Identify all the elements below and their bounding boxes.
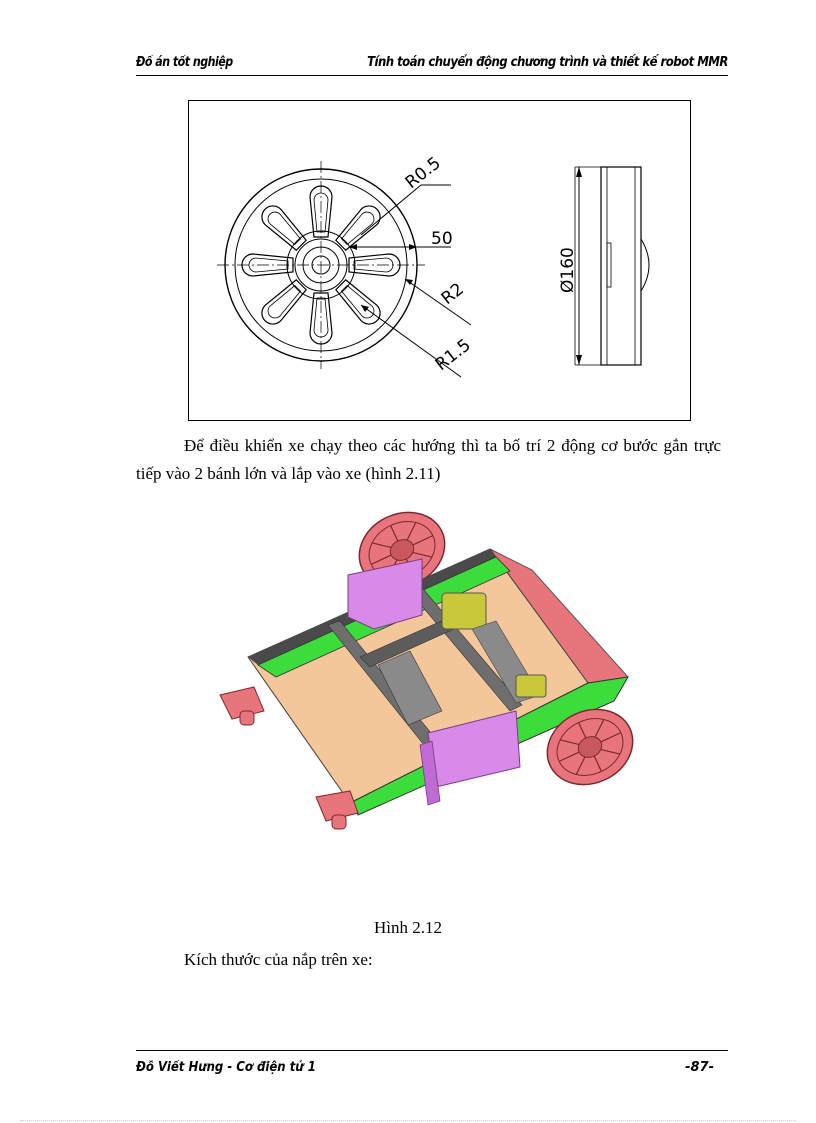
page-footer (136, 1050, 728, 1081)
robot-chassis-3d-figure (210, 505, 640, 835)
dim-r05: R0.5 (401, 153, 445, 193)
wheel-front-view (217, 161, 471, 377)
figure-caption: Hình 2.12 (374, 918, 442, 937)
bottom-divider (20, 1120, 796, 1121)
page-header (136, 49, 728, 76)
dim-d160: Ø160 (558, 247, 578, 293)
footer-author: Đỗ Viết Hưng - Cơ điện tử 1 (136, 1060, 316, 1075)
dim-r15: R1.5 (431, 335, 475, 375)
caster-wheel-left (220, 687, 264, 725)
dim-50: 50 (431, 229, 453, 249)
header-right: Tính toán chuyển động chương trình và thiết kế robot MMR (367, 55, 728, 70)
section-subheading: Kích thước của nắp trên xe: (184, 950, 373, 969)
wheel-side-view (575, 167, 649, 365)
dim-r2: R2 (437, 279, 468, 309)
wheel-technical-drawing (188, 100, 691, 421)
header-left: Đồ án tốt nghiệp (136, 55, 233, 70)
body-paragraph: Để điều khiển xe chạy theo các hướng thì ta bố trí 2 động cơ bước gắn trực tiếp vào 2 bánh lớn và lắp vào xe (hình 2.11) (136, 436, 721, 483)
page-number: -87- (685, 1060, 714, 1075)
caster-wheel-bottom (316, 791, 358, 829)
